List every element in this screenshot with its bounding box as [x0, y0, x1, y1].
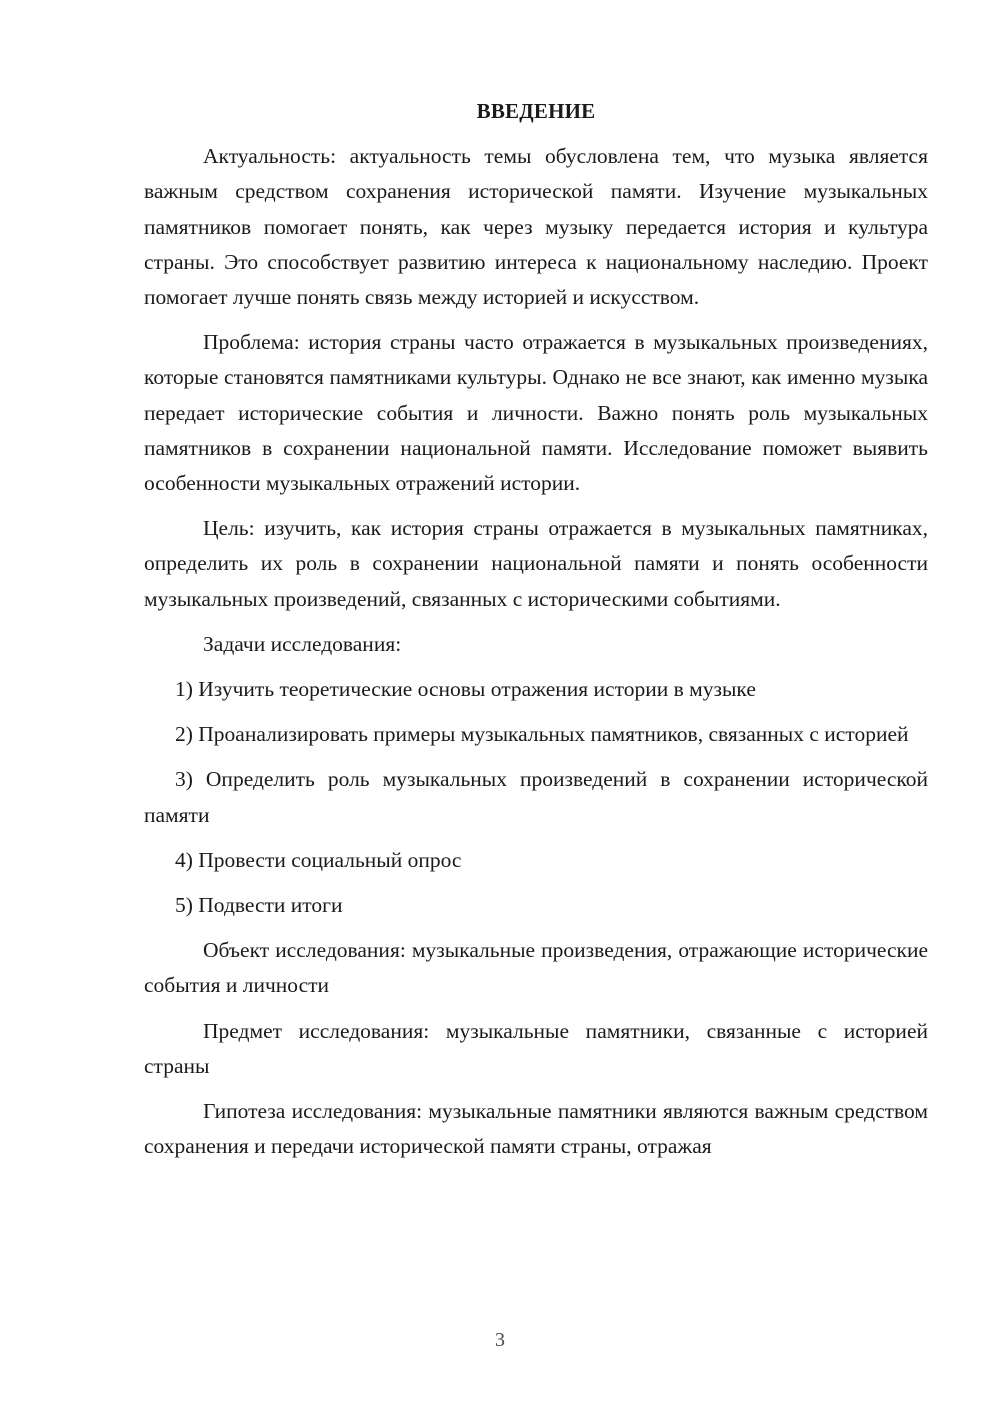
paragraph-hypothesis: Гипотеза исследования: музыкальные памятники являются важным средством сохранения и передачи исторической памяти страны, отражая — [144, 1099, 928, 1159]
task-item-4: 4) Провести социальный опрос — [175, 847, 462, 872]
paragraph-object: Объект исследования: музыкальные произведения, отражающие исторические события и личности — [144, 938, 928, 998]
paragraph-goal: Цель: изучить, как история страны отражается в музыкальных памятниках, определить их роль в сохранении национальной памяти и понять особенности музыкальных произведений, связанных с историческими событиями. — [144, 516, 928, 611]
page-title: ВВЕДЕНИЕ — [476, 99, 596, 123]
task-item-2: 2) Проанализировать примеры музыкальных памятников, связанных с историей — [175, 722, 909, 747]
page-content — [144, 94, 928, 1174]
paragraph-subject: Предмет исследования: музыкальные памятники, связанные с историей страны — [144, 1018, 928, 1078]
task-item-3: 3) Определить роль музыкальных произведений в сохранении исторической памяти — [144, 767, 928, 827]
task-item-1: 1) Изучить теоретические основы отражения истории в музыке — [175, 677, 756, 702]
page-number: 3 — [495, 1329, 505, 1351]
paragraph-relevance: Актуальность: актуальность темы обусловлена тем, что музыка является важным средством сохранения исторической памяти. Изучение музыкальных памятников помогает понять, как через музыку передается история и культура страны. Это способствует развитию интереса к национальному наследию. Проект помогает лучше понять связь между историей и искусством. — [144, 144, 928, 310]
task-item-5: 5) Подвести итоги — [175, 893, 343, 918]
tasks-heading: Задачи исследования: — [203, 631, 402, 656]
paragraph-problem: Проблема: история страны часто отражается в музыкальных произведениях, которые становятся памятниками культуры. Однако не все знают, как именно музыка передает исторические события и личности. Важно понять роль музыкальных памятников в сохранении национальной памяти. Исследование поможет выявить особенности музыкальных отражений истории. — [144, 330, 928, 496]
